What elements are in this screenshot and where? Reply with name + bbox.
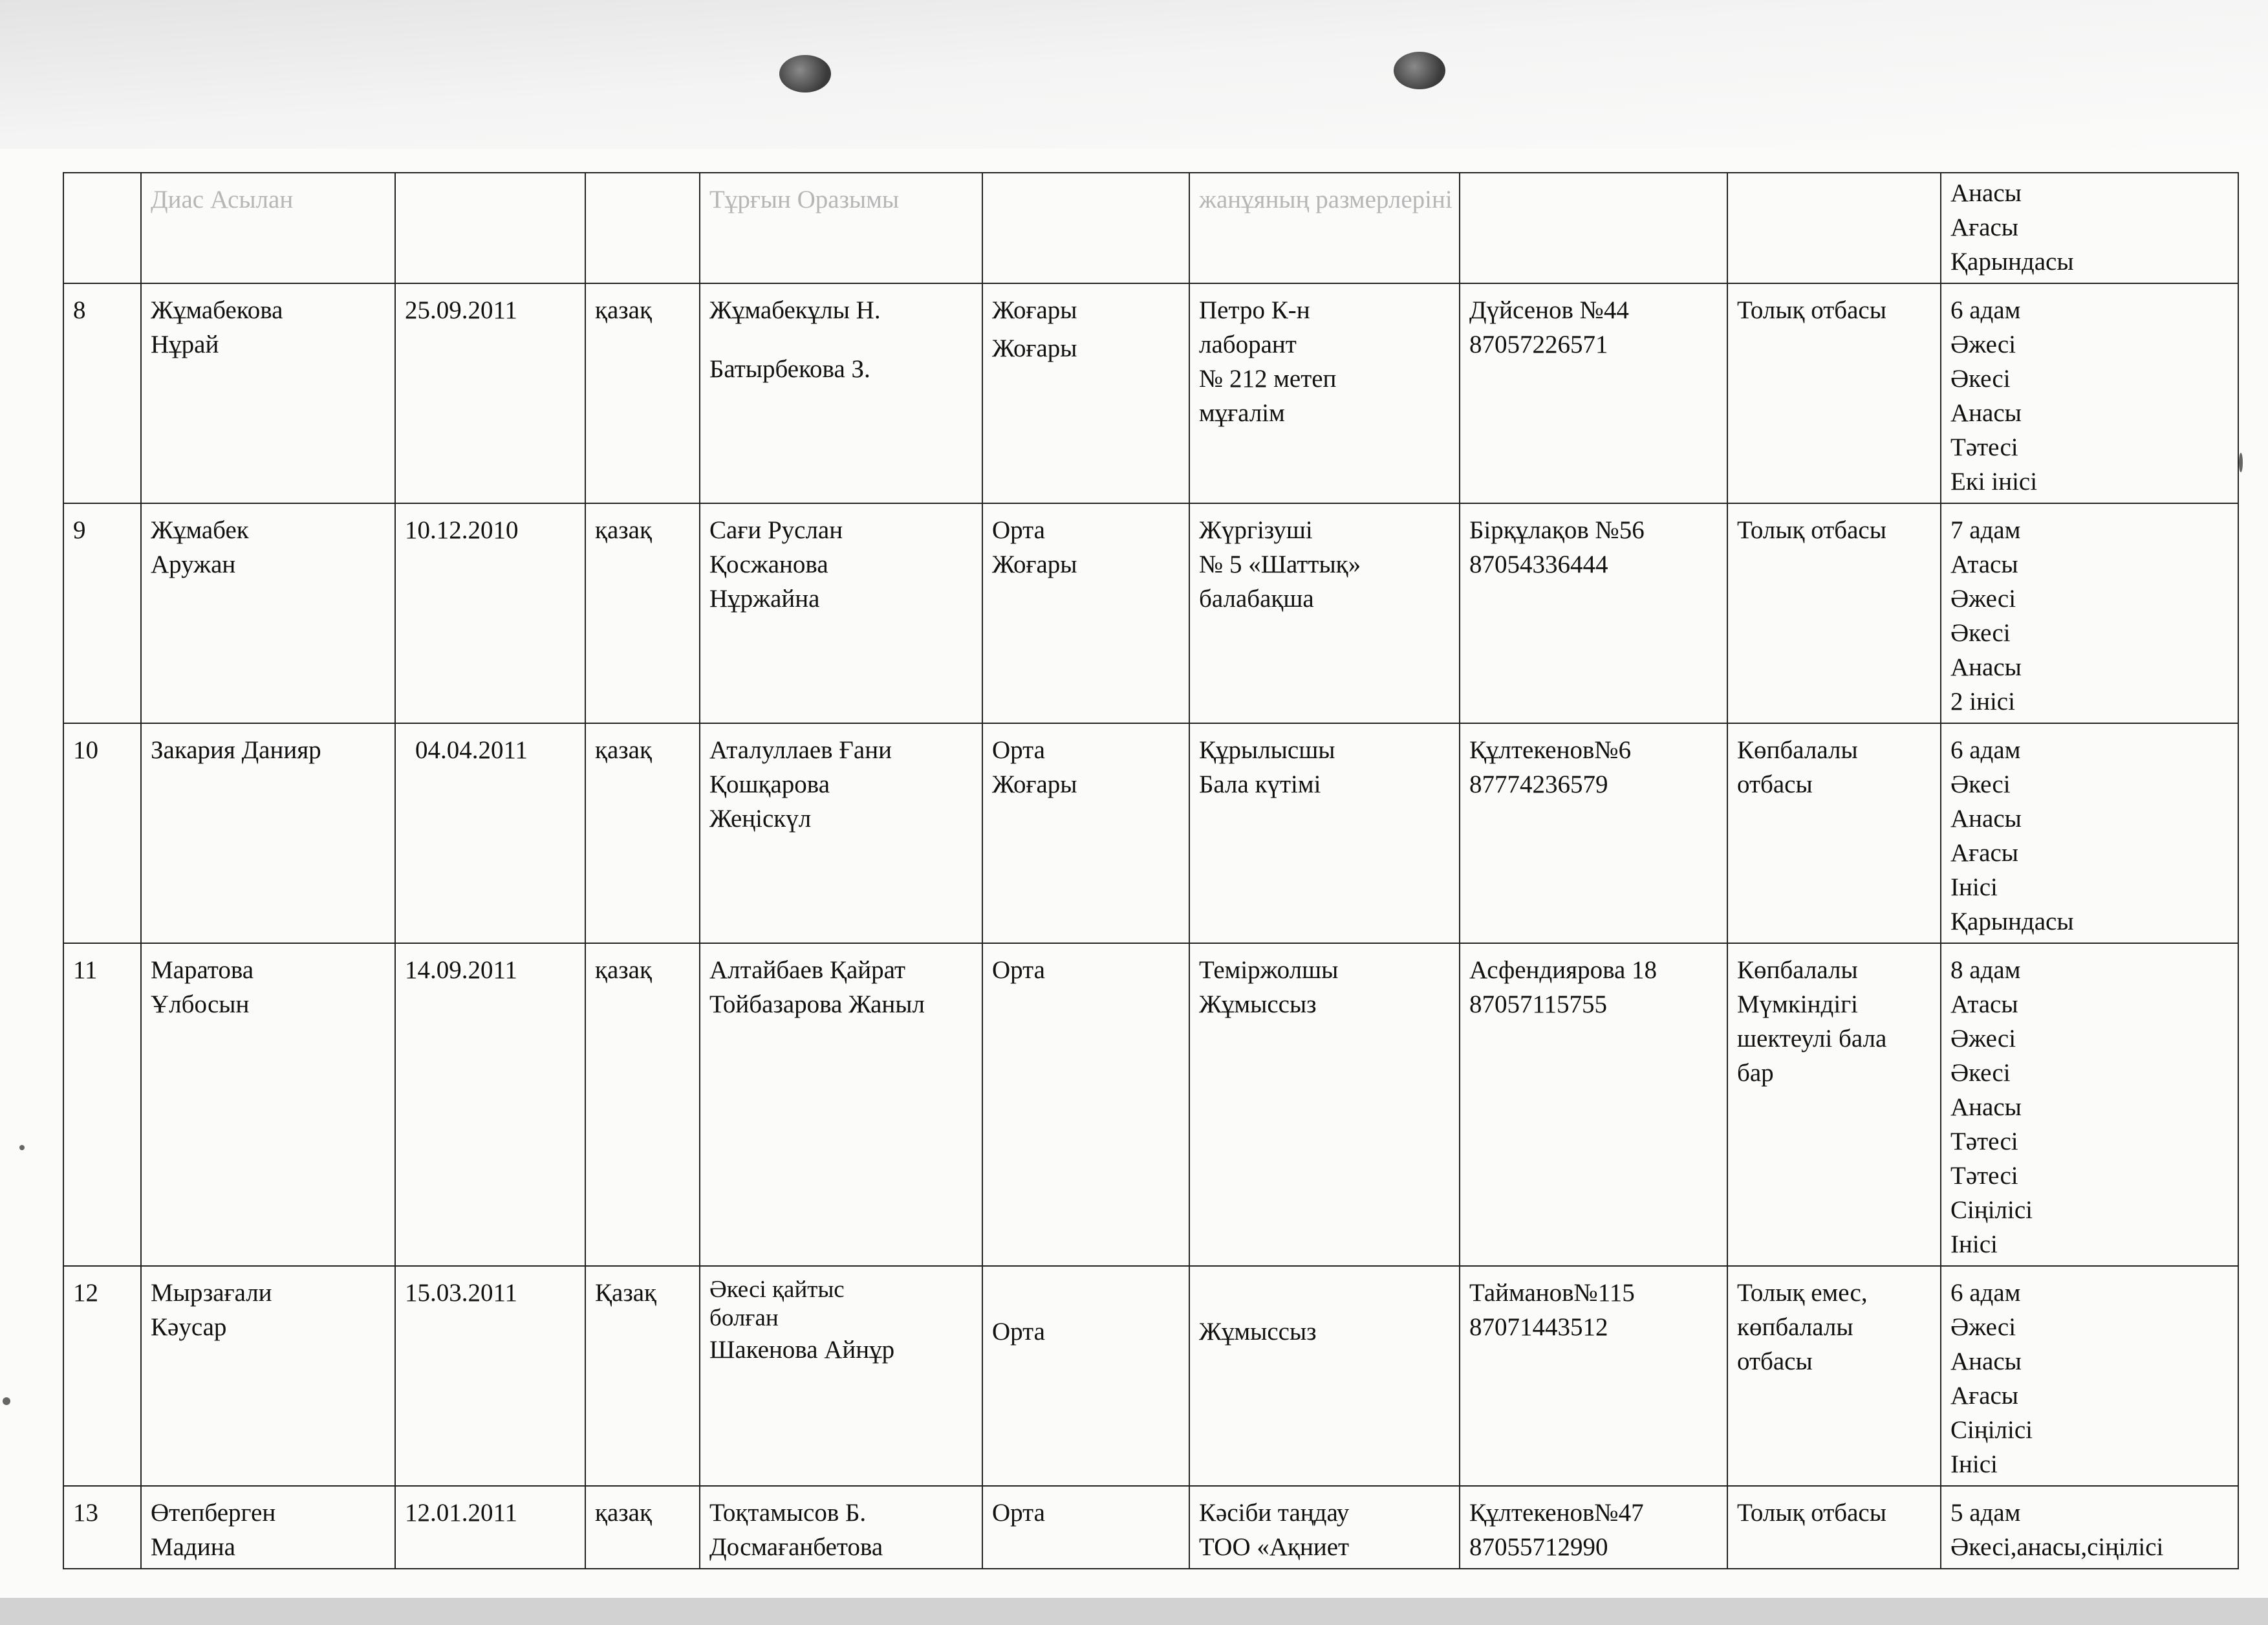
education: Орта	[982, 1486, 1189, 1569]
family-type: Толық отбасы	[1727, 1486, 1941, 1569]
student-name: Закария Данияр	[141, 723, 395, 943]
address-phone: Құлтекенов№6 87774236579	[1460, 723, 1727, 943]
ethnicity: қазақ	[585, 1486, 700, 1569]
table-row-header-fragment	[63, 173, 2238, 283]
scan-speck	[19, 1145, 25, 1150]
workplace: Теміржолшы Жұмыссыз	[1189, 943, 1460, 1266]
family-type: Көпбалалы Мүмкіндігі шектеулі бала бар	[1727, 943, 1941, 1266]
cell-members: Анасы Ағасы Қарындасы	[1941, 173, 2238, 283]
row-number: 8	[63, 283, 141, 503]
ethnicity: қазақ	[585, 723, 700, 943]
parents: Тоқтамысов Б. Досмағанбетова	[700, 1486, 982, 1569]
student-name: Маратова Ұлбосын	[141, 943, 395, 1266]
birth-date: 04.04.2011	[395, 723, 585, 943]
parents: Әкесі қайтыс болған Шакенова Айнұр	[700, 1266, 982, 1486]
table-row	[63, 503, 2238, 723]
birth-date: 10.12.2010	[395, 503, 585, 723]
parents: Сағи Руслан Қосжанова Нұржайна	[700, 503, 982, 723]
student-family-table	[63, 172, 2239, 1569]
row-number: 12	[63, 1266, 141, 1486]
ethnicity: қазақ	[585, 943, 700, 1266]
education: Орта	[982, 1266, 1189, 1486]
table-row	[63, 1486, 2238, 1569]
table-row	[63, 1266, 2238, 1486]
page-fold-shadow	[0, 0, 2268, 149]
cell-ethnicity	[585, 173, 700, 283]
scanner-edge	[0, 1598, 2268, 1625]
family-type: Көпбалалы отбасы	[1727, 723, 1941, 943]
education: Жоғары Жоғары	[982, 283, 1189, 503]
family-type: Толық емес, көпбалалы отбасы	[1727, 1266, 1941, 1486]
family-members: 6 адам Әжесі Әкесі Анасы Тәтесі Екі інісі	[1941, 283, 2238, 503]
punch-hole-right	[1394, 52, 1445, 89]
row-number: 10	[63, 723, 141, 943]
cell-num	[63, 173, 141, 283]
cell-ghost-name: Диас Асылан	[141, 173, 395, 283]
workplace: Петро К-н лаборант № 212 метеп мұғалім	[1189, 283, 1460, 503]
birth-date: 15.03.2011	[395, 1266, 585, 1486]
address-phone: Бірқұлақов №56 87054336444	[1460, 503, 1727, 723]
row-number: 9	[63, 503, 141, 723]
student-name: Жұмабекова Нұрай	[141, 283, 395, 503]
address-phone: Дүйсенов №44 87057226571	[1460, 283, 1727, 503]
cell-birth	[395, 173, 585, 283]
family-members: 8 адам Атасы Әжесі Әкесі Анасы Тәтесі Тәтесі Сіңілісі Інісі	[1941, 943, 2238, 1266]
ethnicity: Қазақ	[585, 1266, 700, 1486]
family-members: 6 адам Әкесі Анасы Ағасы Інісі Қарындасы	[1941, 723, 2238, 943]
education: Орта Жоғары	[982, 723, 1189, 943]
parents: Аталуллаев Ғани Қошқарова Жеңіскүл	[700, 723, 982, 943]
student-name: Өтепберген Мадина	[141, 1486, 395, 1569]
cell-address	[1460, 173, 1727, 283]
workplace: Жүргізуші № 5 «Шаттық» балабақша	[1189, 503, 1460, 723]
ethnicity: қазақ	[585, 283, 700, 503]
family-members: 5 адам Әкесі,анасы,сіңілісі	[1941, 1486, 2238, 1569]
workplace: Жұмыссыз	[1189, 1266, 1460, 1486]
student-name: Жұмабек Аружан	[141, 503, 395, 723]
punch-hole-left	[779, 55, 831, 93]
address-phone: Асфендиярова 18 87057115755	[1460, 943, 1727, 1266]
family-type: Толық отбасы	[1727, 283, 1941, 503]
ethnicity: қазақ	[585, 503, 700, 723]
education: Орта	[982, 943, 1189, 1266]
table-row	[63, 283, 2238, 503]
parents: Алтайбаев Қайрат Тойбазарова Жаныл	[700, 943, 982, 1266]
birth-date: 25.09.2011	[395, 283, 585, 503]
address-phone: Құлтекенов№47 87055712990	[1460, 1486, 1727, 1569]
birth-date: 14.09.2011	[395, 943, 585, 1266]
row-number: 13	[63, 1486, 141, 1569]
education: Орта Жоғары	[982, 503, 1189, 723]
scan-speck	[3, 1397, 10, 1405]
birth-date: 12.01.2011	[395, 1486, 585, 1569]
family-members: 7 адам Атасы Әжесі Әкесі Анасы 2 інісі	[1941, 503, 2238, 723]
workplace: Құрылысшы Бала күтімі	[1189, 723, 1460, 943]
table-row	[63, 943, 2238, 1266]
address-phone: Тайманов№115 87071443512	[1460, 1266, 1727, 1486]
cell-ghost-work: жанұяның размерлеріні	[1189, 173, 1460, 283]
family-members: 6 адам Әжесі Анасы Ағасы Сіңілісі Інісі	[1941, 1266, 2238, 1486]
scan-speck	[2239, 453, 2243, 472]
table-row	[63, 723, 2238, 943]
workplace: Кәсіби таңдау ТОО «Ақниет	[1189, 1486, 1460, 1569]
family-type: Толық отбасы	[1727, 503, 1941, 723]
cell-education	[982, 173, 1189, 283]
cell-family-type	[1727, 173, 1941, 283]
cell-ghost-parents: Тұрғын Оразымы	[700, 173, 982, 283]
student-name: Мырзағали Кәусар	[141, 1266, 395, 1486]
parents: Жұмабекұлы Н. Батырбекова З.	[700, 283, 982, 503]
row-number: 11	[63, 943, 141, 1266]
